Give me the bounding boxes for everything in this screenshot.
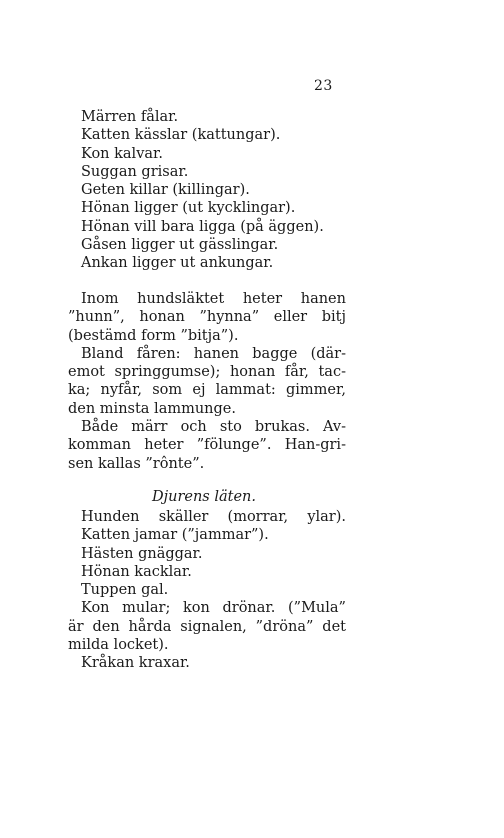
word: mular; <box>122 600 171 617</box>
word: bagge <box>252 345 298 362</box>
list-item: Märren fålar. <box>81 109 179 125</box>
text-line <box>68 345 346 363</box>
word: ”hunn”, <box>68 309 125 326</box>
word: Hunden <box>81 509 140 525</box>
word: är <box>68 618 84 635</box>
text-line <box>68 563 346 581</box>
page-number: 23 <box>314 78 333 94</box>
text-line <box>68 436 346 454</box>
text-line <box>68 308 346 326</box>
text-line <box>68 526 346 544</box>
word: det <box>322 618 346 635</box>
animal-young-list <box>68 108 346 273</box>
list-item <box>68 545 346 563</box>
list-item: Gåsen ligger ut gässlingar. <box>81 237 279 254</box>
list-item: Hönan ligger (ut kycklingar). <box>81 200 296 217</box>
list-item: Ankan ligger ut ankungar. <box>81 255 274 272</box>
paragraph <box>68 345 346 418</box>
word: heter <box>242 291 283 307</box>
paragraphs-block <box>68 290 346 473</box>
text-line <box>68 508 346 526</box>
word: (där- <box>310 345 346 362</box>
word: skäller <box>158 509 209 525</box>
text-line <box>68 455 346 473</box>
word: Han-gri- <box>284 437 346 454</box>
word: Inom <box>81 291 119 307</box>
word: tac- <box>318 364 346 381</box>
word: Både <box>81 419 119 436</box>
word: drönar. <box>222 600 276 617</box>
text-line <box>68 618 346 636</box>
word: ka; <box>68 382 91 399</box>
line-text: Hästen gnäggar. <box>81 545 203 562</box>
line-text: Kråkan kraxar. <box>81 655 190 672</box>
list-item: Geten killar (killingar). <box>81 182 250 199</box>
word: kon <box>182 600 210 617</box>
list-item <box>68 654 346 672</box>
line-text: sen kallas ”rônte”. <box>68 455 205 472</box>
word: hundsläktet <box>137 291 225 307</box>
word: ”fölunge”. <box>196 437 272 454</box>
word: ”hynna” <box>199 309 260 326</box>
line-text: Tuppen gal. <box>81 582 169 599</box>
word: eller <box>273 309 308 326</box>
word: Kon <box>81 600 110 617</box>
word: fåren: <box>136 345 181 362</box>
word: den <box>92 618 120 635</box>
list-item <box>68 563 346 581</box>
list-item <box>68 599 346 654</box>
word: bitj <box>321 309 346 326</box>
text-line <box>68 581 346 599</box>
section-heading: Djurens läten. <box>152 489 256 505</box>
word: gimmer, <box>285 382 346 399</box>
list-item <box>68 581 346 599</box>
word: nyfår, <box>100 382 143 399</box>
word: ej <box>192 382 206 399</box>
word: honan <box>139 309 185 326</box>
line-text: Hönan kacklar. <box>81 563 192 580</box>
text-line <box>68 418 346 436</box>
word: ”dröna” <box>255 618 314 635</box>
text-line <box>68 400 346 418</box>
word: emot <box>68 364 105 381</box>
paragraph <box>68 418 346 473</box>
text-line <box>68 363 346 381</box>
text-line <box>68 599 346 617</box>
text-line <box>68 290 346 308</box>
line-text: milda locket). <box>68 637 169 654</box>
word: signalen, <box>180 618 247 635</box>
word: (”Mula” <box>288 600 346 617</box>
word: ylar). <box>307 509 346 525</box>
line-text: den minsta lammunge. <box>68 400 236 417</box>
word: springgumse); <box>114 364 221 381</box>
word: heter <box>144 437 184 454</box>
list-item: Suggan grisar. <box>81 163 189 180</box>
word: märr <box>131 419 168 436</box>
word: (morrar, <box>227 509 289 525</box>
word: hanen <box>300 291 346 307</box>
word: Av- <box>323 419 346 436</box>
animal-sounds-list <box>68 508 346 673</box>
text-line <box>68 654 346 672</box>
word: komman <box>68 437 131 454</box>
line-text: (bestämd form ”bitja”). <box>68 327 239 344</box>
word: som <box>152 382 183 399</box>
list-item: Hönan vill bara ligga (på äggen). <box>81 218 324 235</box>
word: hårda <box>128 618 172 635</box>
word: hanen <box>193 345 240 362</box>
text-line <box>68 327 346 345</box>
text-line <box>68 545 346 563</box>
word: honan <box>229 364 276 381</box>
paragraph <box>68 290 346 345</box>
word: Bland <box>81 345 124 362</box>
line-text: Katten jamar (”jammar”). <box>81 527 269 544</box>
text-line <box>68 636 346 654</box>
word: lammat: <box>215 382 276 399</box>
list-item <box>68 526 346 544</box>
list-item <box>68 508 346 526</box>
word: sto <box>219 419 242 436</box>
list-item: Katten kässlar (kattungar). <box>81 127 281 144</box>
text-line <box>68 381 346 399</box>
word: får, <box>284 364 309 381</box>
list-item: Kon kalvar. <box>81 145 163 162</box>
word: brukas. <box>254 419 310 436</box>
word: och <box>180 419 207 436</box>
